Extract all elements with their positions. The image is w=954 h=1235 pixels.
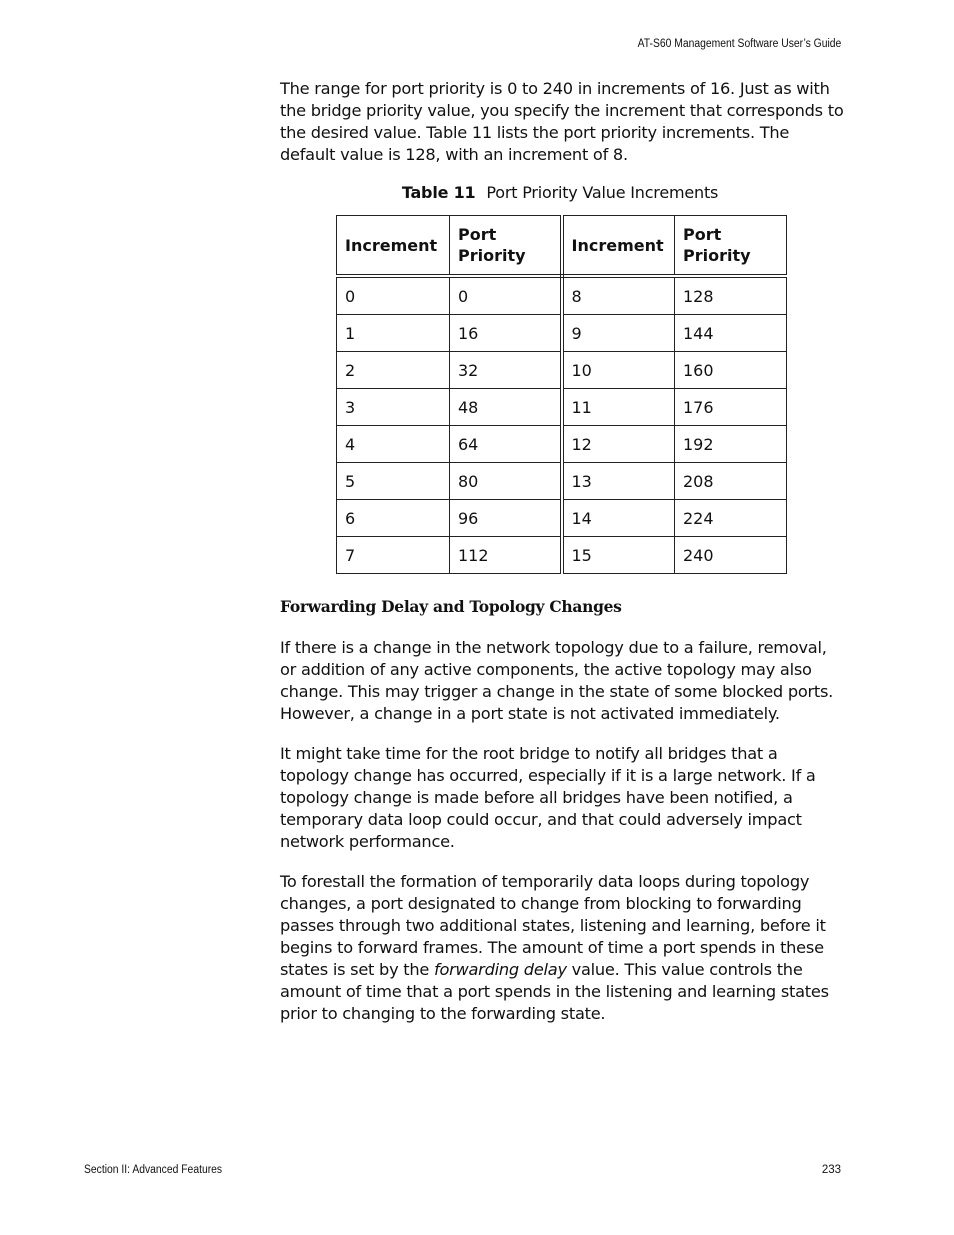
- table-cell: 4: [337, 426, 450, 463]
- section-paragraph-1: If there is a change in the network topology due to a failure, removal, or addition of any active components, the active topology may also change. This may trigger a change in the state of some blocked ports. However, a change in a port state is not activated immediately.: [280, 638, 834, 723]
- table-cell: 10: [562, 352, 675, 389]
- table-cell: 2: [337, 352, 450, 389]
- footer-page-number: 233: [821, 1164, 841, 1176]
- header-port-priority-2: Port Priority: [675, 216, 787, 277]
- table-cell: 240: [675, 537, 787, 574]
- table-caption-title: Port Priority Value Increments: [486, 183, 719, 202]
- table-row: [337, 315, 787, 352]
- table-cell: 14: [562, 500, 675, 537]
- section-paragraph-3: [280, 871, 845, 1025]
- table-row: [337, 389, 787, 426]
- table-row: [337, 463, 787, 500]
- table-cell: 208: [675, 463, 787, 500]
- running-header: AT-S60 Management Software User’s Guide: [637, 38, 841, 50]
- table-cell: 7: [337, 537, 450, 574]
- table-cell: 1: [337, 315, 450, 352]
- table-cell: 15: [562, 537, 675, 574]
- section-paragraph-2: It might take time for the root bridge to notify all bridges that a topology change has occurred, especially if it is a large network. If a topology change is made before all bridges have been notified, a temporary data loop could occur, and that could adversely impact network performance.: [280, 744, 816, 851]
- forwarding-delay-term: forwarding delay: [434, 960, 567, 979]
- header-increment-2: Increment: [562, 216, 675, 277]
- table-row: [337, 426, 787, 463]
- table-row: [337, 500, 787, 537]
- table-cell: 0: [450, 276, 562, 315]
- p3-text-start: To forestall the formation of temporarily data loops during topology changes, a port designated to change from blocking to forwarding passes through two additional states, listening and learning, before it begins to forward frames. The amount of time a port spends in these states is set by the: [280, 872, 826, 979]
- table-cell: 64: [450, 426, 562, 463]
- table-cell: 8: [562, 276, 675, 315]
- table-header-row: [337, 216, 787, 277]
- table-cell: 80: [450, 463, 562, 500]
- footer-section-name: Section II: Advanced Features: [84, 1164, 223, 1176]
- table-cell: 0: [337, 276, 450, 315]
- table-cell: 160: [675, 352, 787, 389]
- table-cell: 192: [675, 426, 787, 463]
- table-cell: 112: [450, 537, 562, 574]
- table-row: [337, 352, 787, 389]
- table-row: [337, 276, 787, 315]
- table-cell: 32: [450, 352, 562, 389]
- section-body: [280, 637, 845, 1043]
- table-cell: 13: [562, 463, 675, 500]
- table-cell: 11: [562, 389, 675, 426]
- p3-text-end: value. This value controls the amount of time that a port spends in the listening and learning states prior to changing to the forwarding state.: [280, 960, 829, 1023]
- table-cell: 48: [450, 389, 562, 426]
- header-port-priority-1: Port Priority: [450, 216, 562, 277]
- table-cell: 224: [675, 500, 787, 537]
- table-row: [337, 537, 787, 574]
- table-cell: 144: [675, 315, 787, 352]
- intro-paragraph: The range for port priority is 0 to 240 in increments of 16. Just as with the bridge priority value, you specify the increment that corresponds to the desired value. Table 11 lists the port priority increments. The default value is 128, with an increment of 8.: [280, 79, 844, 164]
- table-cell: 176: [675, 389, 787, 426]
- section-heading: Forwarding Delay and Topology Changes: [280, 597, 622, 616]
- table-cell: 9: [562, 315, 675, 352]
- table-cell: 96: [450, 500, 562, 537]
- table-cell: 128: [675, 276, 787, 315]
- intro-block: [280, 78, 845, 184]
- table-body: [337, 276, 787, 574]
- table-cell: 16: [450, 315, 562, 352]
- table-cell: 12: [562, 426, 675, 463]
- table-cell: 3: [337, 389, 450, 426]
- table-cell: 5: [337, 463, 450, 500]
- table-cell: 6: [337, 500, 450, 537]
- port-priority-table: [336, 215, 787, 574]
- table-caption: [280, 182, 840, 204]
- table-caption-label: Table 11: [401, 183, 476, 202]
- header-increment-1: Increment: [337, 216, 450, 277]
